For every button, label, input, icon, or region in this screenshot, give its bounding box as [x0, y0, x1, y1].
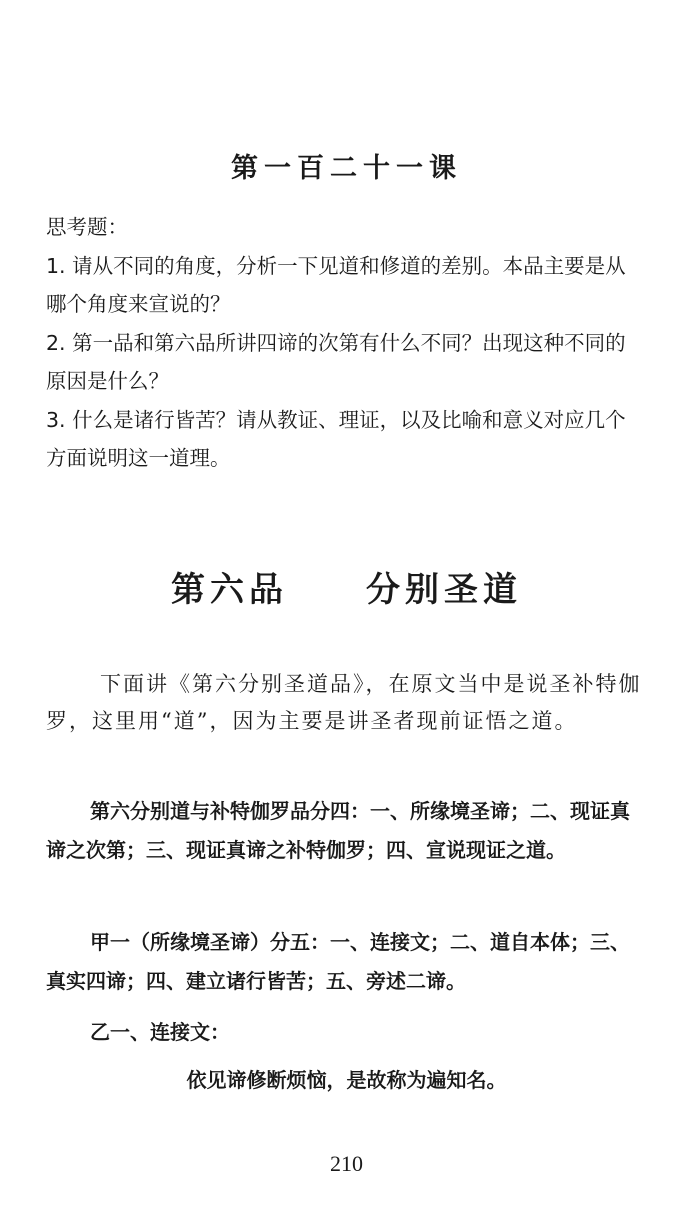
questions-heading: 思考题：: [46, 215, 128, 239]
section-subheading: 乙一、连接文：: [90, 1020, 230, 1044]
chapter-title: 第六品 分别圣道: [171, 570, 522, 610]
outline-paragraph-1: 第六分别道与补特伽罗品分四：一、所缘境圣谛；二、现证真谛之次第；三、现证真谛之补特伽罗；四、宣说现证之道。: [46, 799, 630, 862]
intro-paragraph: 下面讲《第六分别圣道品》，在原文当中是说圣补特伽罗，这里用“道”，因为主要是讲圣者现前证悟之道。: [46, 672, 642, 733]
question-item: 2. 第一品和第六品所讲四谛的次第有什么不同？出现这种不同的原因是什么？: [46, 330, 626, 393]
page-number: 210: [330, 1151, 363, 1176]
question-item: 1. 请从不同的角度，分析一下见道和修道的差别。本品主要是从哪个角度来宣说的？: [46, 253, 626, 316]
question-item: 3. 什么是诸行皆苦？请从教证、理证，以及比喻和意义对应几个方面说明这一道理。: [46, 407, 626, 470]
outline-paragraph-2: 甲一（所缘境圣谛）分五：一、连接文；二、道自本体；三、真实四谛；四、建立诸行皆苦；五、旁述二谛。: [46, 930, 630, 993]
root-verse: 依见谛修断烦恼，是故称为遍知名。: [186, 1068, 507, 1092]
questions-section: [46, 208, 646, 478]
lesson-title: 第一百二十一课: [231, 153, 462, 184]
